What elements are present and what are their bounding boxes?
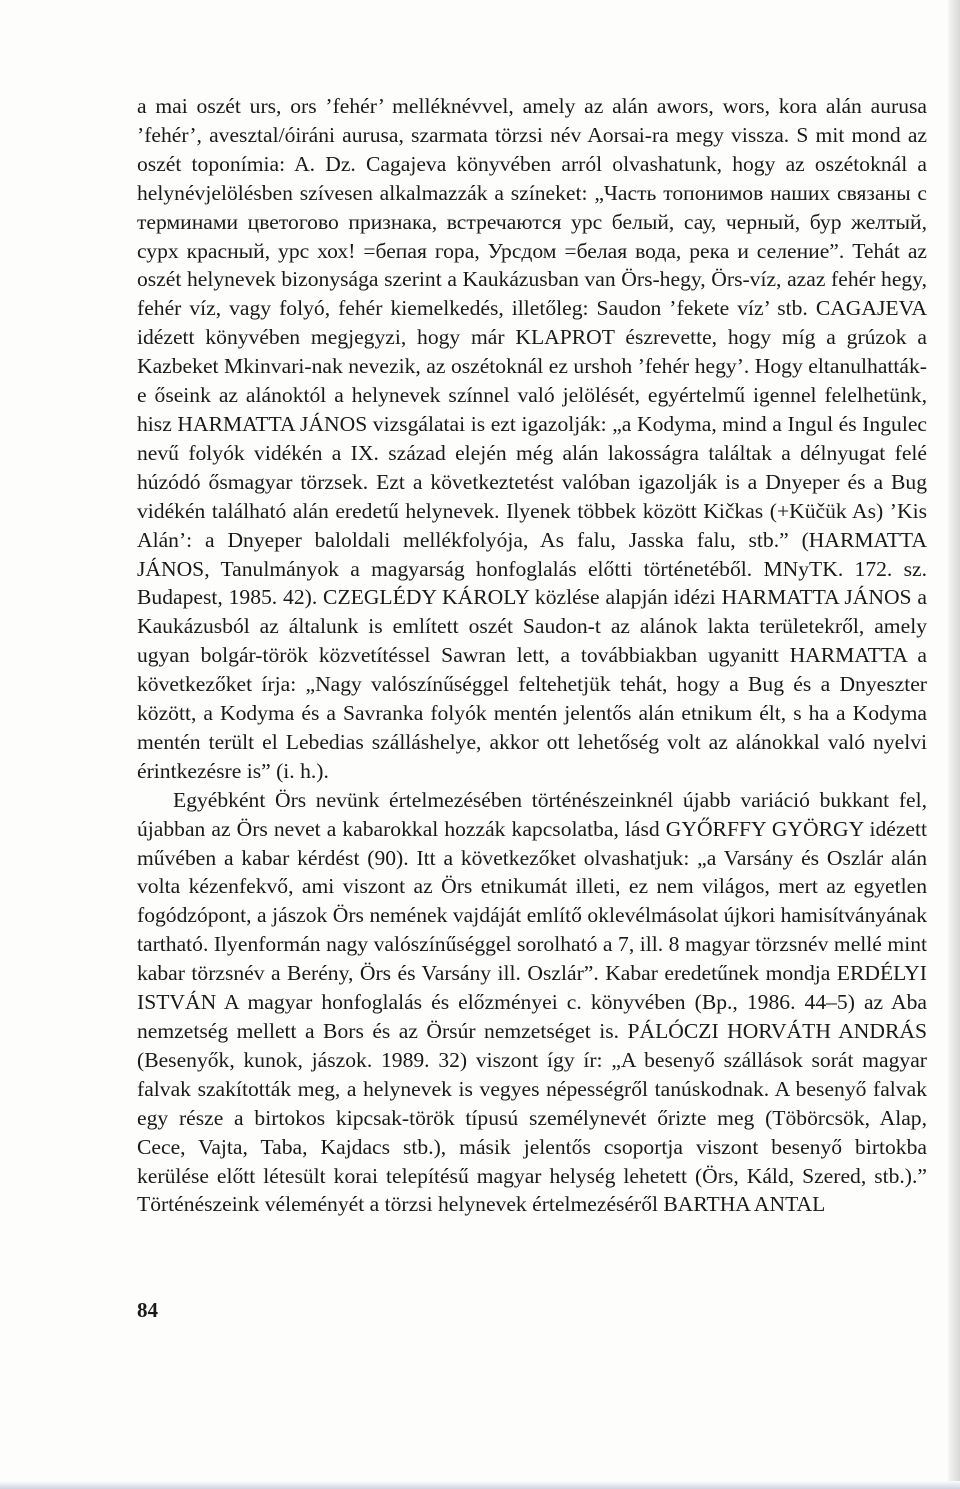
page-number: 84 xyxy=(137,1298,158,1322)
paragraph-2: Egyébként Örs nevünk értelmezésében történészeinknél újabb variáció bukkant fel, újabban az Örs nevet a kabarokkal hozzák kapcsolatba, lásd GYŐRFFY GYÖRGY idézett művében a kabar kérdést (90). Itt a következőket olvashatjuk: „a Varsány és Oszlár alán volta kézenfekvő, ami viszont az Örs etnikumát illeti, ez nem világos, mert az egyetlen fogódzópont, a jászok Örs nemének vajdáját említő oklevélmásolat újkori hamisítványának tartható. Ilyenformán nagy valószínűséggel sorolható a 7, ill. 8 magyar törzsnév mellé mint kabar törzsnév a Berény, Örs és Varsány ill. Oszlár”. Kabar eredetűnek mondja ERDÉLYI ISTVÁN A magyar honfoglalás és előzményei c. könyvében (Bp., 1986. 44–5) az Aba nemzetség mellett a Bors és az Örsúr nemzetséget is. PÁLÓCZI HORVÁTH ANDRÁS (Besenyők, kunok, jászok. 1989. 32) viszont így ír: „A besenyő szállások sorát magyar falvak szakították meg, a helynevek is vegyes népességről tanúskodnak. A besenyő falvak egy része a birtokos kipcsak-török típusú személynevét őrizte meg (Töbörcsök, Alap, Cece, Vajta, Taba, Kajdacs stb.), másik jelentős csoportja viszont besenyő birtokba kerülése előtt létesült korai telepítésű magyar helység lehetett (Örs, Káld, Szered, stb.).” Történészeink véleményét a törzsi helynevek értelmezéséről BARTHA ANTAL xyxy=(137,787,927,1217)
page-bottom-edge xyxy=(0,1481,960,1489)
body-text xyxy=(137,92,927,1219)
paragraph-1: a mai oszét urs, ors ’fehér’ melléknévvel, amely az alán awors, wors, kora alán aurusa ’fehér’, avesztal/óiráni aurusa, szarmata törzsi név Aorsai-ra megy vissza. S mit mond az oszét toponímia: A. Dz. Cagajeva könyvében arról olvashatunk, hogy az oszétoknál a helynévjelölésben szívesen alkalmazzák a színeket: „Часть топонимов наших связаны с терминами цветогово признака, встречаются урс белый, сау, черный, бур желтый, сурх красный, урс хох! =бепая гора, Урсдом =белая вода, река и селение”. Tehát az oszét helynevek bizonysága szerint a Kaukázusban van Örs-hegy, Örs-víz, azaz fehér hegy, fehér víz, vagy folyó, fehér kiemelkedés, illetőleg: Saudon ’fekete víz’ stb. CAGAJEVA idézett könyvében megjegyzi, hogy már KLAPROT észrevette, hogy míg a grúzok a Kazbeket Mkinvari-nak nevezik, az oszétoknál ez urshoh ’fehér hegy’. Hogy eltanulhatták-e őseink az alánoktól a helynevek színnel való jelölését, egyértelmű igennel felelhetünk, hisz HARMATTA JÁNOS vizsgálatai is ezt igazolják: „a Kodyma, mind a Ingul és Ingulec nevű folyók vidékén a IX. század elején még alán lakosságra találtak a délnyugat felé húzódó ősmagyar törzsek. Ezt a következtetést valóban igazolják is a Dnyeper és a Bug vidékén található alán eredetű helynevek. Ilyenek többek között Kičkas (+Küčük As) ’Kis Alán’: a Dnyeper baloldali mellékfolyója, As falu, Jasska falu, stb.” (HARMATTA JÁNOS, Tanulmányok a magyarság honfoglalás előtti történetéből. MNyTK. 172. sz. Budapest, 1985. 42). CZEGLÉDY KÁROLY közlése alapján idézi HARMATTA JÁNOS a Kaukázusból az általunk is említett oszét Saudon-t az alánok lakta területekről, amely ugyan bolgár-török közvetítéssel Sawran lett, a továbbiakban ugyanitt HARMATTA a következőket írja: „Nagy valószínűséggel feltehetjük tehát, hogy a Bug és a Dnyeszter között, a Kodyma és a Savranka folyók mentén jelentős alán etnikum élt, s ha a Kodyma mentén terült el Lebedias szálláshelye, akkor ott lehetőség volt az alánokkal való nyelvi érintkezésre is” (i. h.). xyxy=(137,94,927,783)
page-edge-shadow xyxy=(948,0,960,1489)
